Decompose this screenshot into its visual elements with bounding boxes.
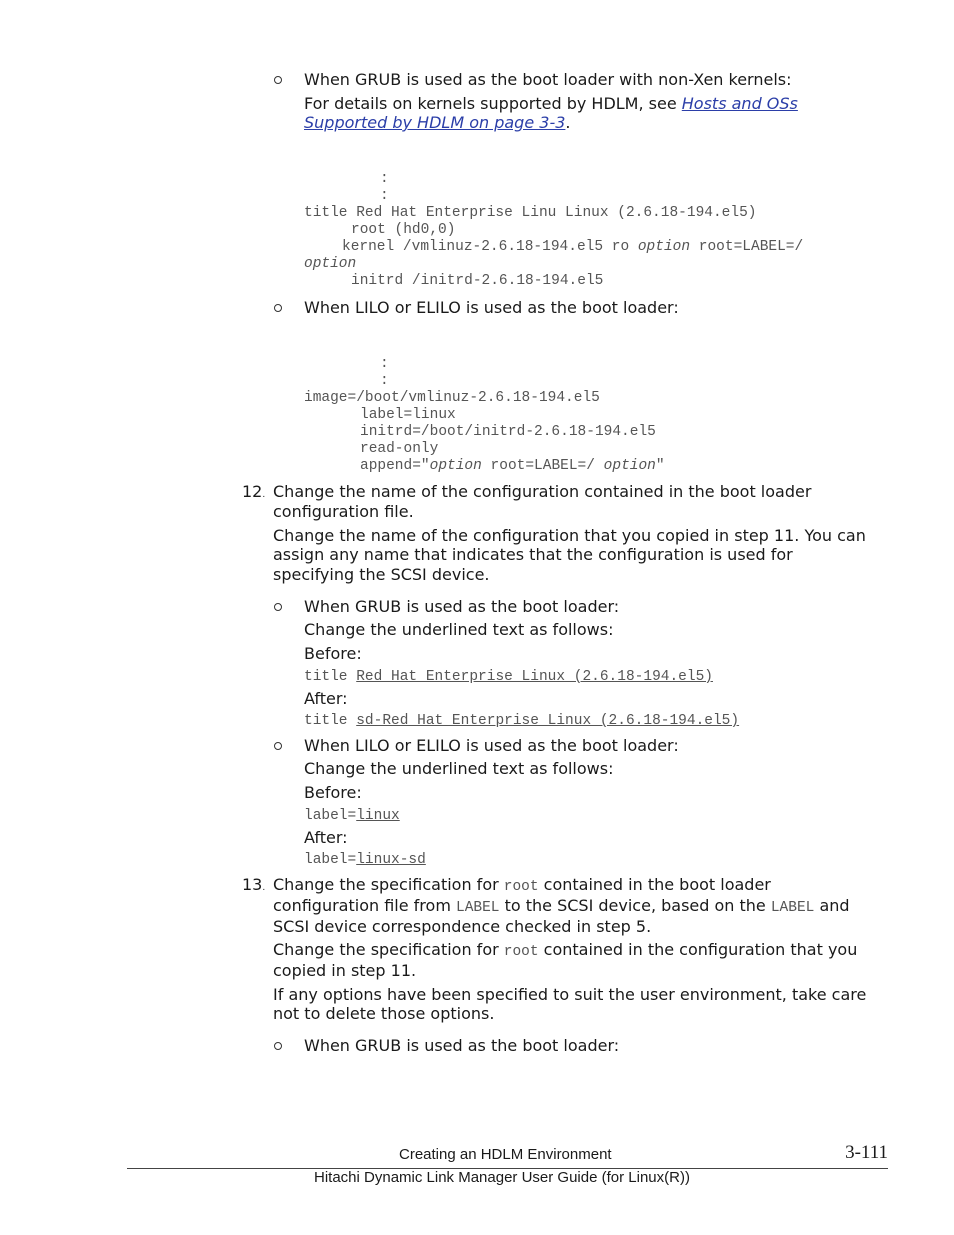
step12-grub-change: Change the underlined text as follows: <box>304 620 614 639</box>
lilo-code <box>304 339 665 492</box>
grub-nonxen-heading: When GRUB is used as the boot loader with non-Xen kernels: <box>304 70 792 89</box>
bullet-icon <box>274 1042 282 1050</box>
code-label-line: label=linux <box>360 407 456 423</box>
bullet-icon <box>274 76 282 84</box>
text: configuration file from <box>273 896 456 915</box>
details-suffix: . <box>565 113 571 132</box>
code-title-line: title Red Hat Enterprise Linu Linux (2.6.18-194.el5) <box>304 205 757 221</box>
code-ellipsis: : <box>380 373 389 389</box>
step-dot: . <box>262 883 266 893</box>
step12-grub-heading: When GRUB is used as the boot loader: <box>304 597 620 616</box>
inline-code: root <box>503 944 539 960</box>
code-prefix: title <box>304 669 357 685</box>
step13-line7: not to delete those options. <box>273 1004 495 1023</box>
code-ellipsis: : <box>380 171 389 187</box>
text: Change the specification for <box>273 875 504 894</box>
code-initrd-line: initrd=/boot/initrd-2.6.18-194.el5 <box>360 424 656 440</box>
step12-lilo-before-code <box>304 806 400 826</box>
step12-grub-after-label: After: <box>304 689 348 708</box>
code-image-line: image=/boot/vmlinuz-2.6.18-194.el5 <box>304 390 600 406</box>
append-option: option <box>429 458 482 474</box>
append-quote: " <box>655 458 665 474</box>
bullet-icon <box>274 304 282 312</box>
append-text: append=" <box>360 458 430 474</box>
step12-grub-after-code <box>304 711 739 731</box>
code-prefix: label= <box>304 852 357 868</box>
step-dot: . <box>262 490 266 500</box>
step13-line6: If any options have been specified to suit the user environment, take care <box>273 985 867 1004</box>
text: to the SCSI device, based on the <box>499 896 771 915</box>
step12-grub-before-label: Before: <box>304 644 362 663</box>
step12-desc3: specifying the SCSI device. <box>273 565 490 584</box>
step12-lilo-heading: When LILO or ELILO is used as the boot loader: <box>304 736 679 755</box>
kernel-option: option <box>637 239 691 255</box>
underlined-code: sd-Red Hat Enterprise Linux (2.6.18-194.el5) <box>356 713 740 729</box>
step12-desc2: assign any name that indicates that the configuration is used for <box>273 545 793 564</box>
hosts-oss-link[interactable]: Hosts and OSs <box>681 94 798 113</box>
inline-code: root <box>503 879 539 895</box>
step13-line3: SCSI device correspondence checked in step 5. <box>273 917 652 936</box>
code-option-line <box>304 256 803 273</box>
append-root: root=LABEL=/ <box>481 458 604 474</box>
lilo-heading: When LILO or ELILO is used as the boot loader: <box>304 298 679 317</box>
step13-line5: copied in step 11. <box>273 961 417 980</box>
grub-nonxen-code <box>304 154 803 307</box>
step12-line2: configuration file. <box>273 502 414 521</box>
grub-nonxen-details-cont <box>304 113 571 133</box>
grub-nonxen-details <box>304 94 798 114</box>
step12-lilo-after-code <box>304 850 426 870</box>
kernel-text: kernel /vmlinuz-2.6.18-194.el5 ro <box>342 239 638 255</box>
step12-lilo-before-label: Before: <box>304 783 362 802</box>
step12-lilo-change: Change the underlined text as follows: <box>304 759 614 778</box>
footer-book-title: Hitachi Dynamic Link Manager User Guide (for Linux(R)) <box>314 1169 690 1186</box>
underlined-code: linux-sd <box>356 852 426 868</box>
text: Change the specification for <box>273 940 504 959</box>
step-number-text: 13 <box>242 875 263 894</box>
option-text: option <box>304 256 357 272</box>
code-kernel-line <box>304 239 803 256</box>
code-prefix: title <box>304 713 357 729</box>
step12-desc1: Change the name of the configuration that you copied in step 11. You can <box>273 526 866 545</box>
code-prefix: label= <box>304 808 357 824</box>
page-number: 3-111 <box>845 1142 888 1163</box>
inline-code: LABEL <box>770 900 815 916</box>
bullet-icon <box>274 603 282 611</box>
step13-line2 <box>273 896 850 918</box>
kernel-root: root=LABEL=/ <box>690 239 804 255</box>
underlined-code: Red Hat Enterprise Linux (2.6.18-194.el5) <box>356 669 713 685</box>
step12-line1: Change the name of the configuration contained in the boot loader <box>273 482 812 501</box>
step13-line4 <box>273 940 857 962</box>
step12-lilo-after-label: After: <box>304 828 348 847</box>
footer-chapter: Creating an HDLM Environment <box>399 1146 612 1163</box>
code-ellipsis: : <box>380 356 389 372</box>
step13-grub-heading: When GRUB is used as the boot loader: <box>304 1036 620 1055</box>
bullet-icon <box>274 742 282 750</box>
inline-code: LABEL <box>456 900 500 916</box>
append-option: option <box>603 458 656 474</box>
step-number <box>242 482 265 505</box>
step-number <box>242 875 265 898</box>
text: contained in the configuration that you <box>538 940 858 959</box>
text: contained in the boot loader <box>538 875 771 894</box>
code-initrd-line: initrd /initrd-2.6.18-194.el5 <box>351 273 604 289</box>
code-ellipsis: : <box>380 188 389 204</box>
code-root-line: root (hd0,0) <box>351 222 456 238</box>
underlined-code: linux <box>356 808 400 824</box>
step12-grub-before-code <box>304 667 713 687</box>
hosts-oss-link-cont[interactable]: Supported by HDLM on page 3-3 <box>304 113 566 132</box>
code-readonly-line: read-only <box>360 441 439 457</box>
details-prefix: For details on kernels supported by HDLM, see <box>304 94 682 113</box>
code-append-line <box>304 458 665 475</box>
step-number-text: 12 <box>242 482 263 501</box>
text: and <box>814 896 850 915</box>
step13-line1 <box>273 875 771 897</box>
